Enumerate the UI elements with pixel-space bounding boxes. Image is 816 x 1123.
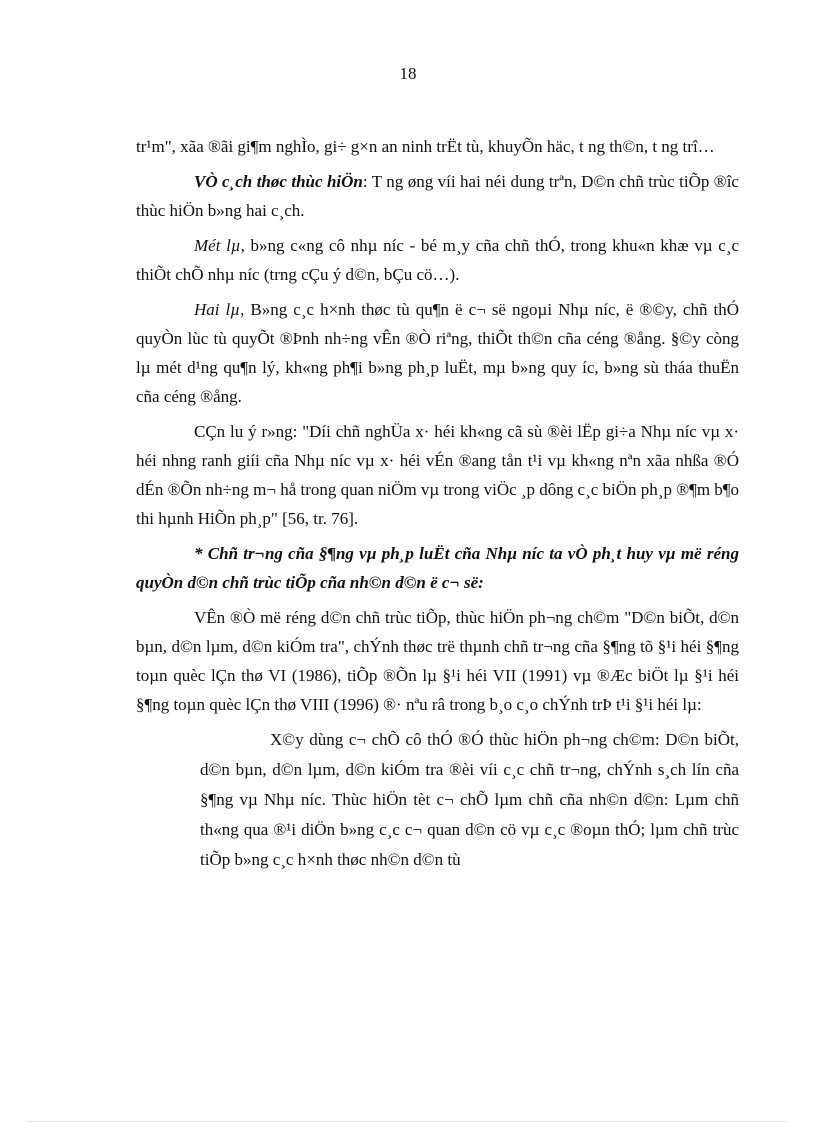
paragraph-method-one [136,231,739,289]
block-quote: X©y dùng c¬ chÕ cô thÓ ®Ó thùc hiÖn ph¬ng ch©m: D©n biÕt, d©n bµn, d©n lµm, d©n kiÓm tra ®èi víi c¸c chñ tr¬ng, chÝnh s¸ch lín cña §¶ng vµ Nhµ níc. Thùc hiÖn tèt c¬ chÕ lµm chñ cña nh©n d©n: Lµm chñ th«ng qua ®¹i diÖn b»ng c¸c c¬ quan d©n cö vµ c¸c ®oµn thÓ; lµm chñ trùc tiÕp b»ng c¸c h×nh thøc nh©n d©n tù [200,730,739,869]
paragraph-implementation-methods [136,167,739,225]
section-heading: * Chñ tr¬ng cña §¶ng vµ ph¸p luËt cña Nhµ níc ta vÒ ph¸t huy vµ më réng quyÒn d©n chñ trùc tiÕp cña nh©n d©n ë c¬ së: [136,544,739,592]
page-footer-rule [28,1121,788,1122]
paragraph-party-policy: VÊn ®Ò më réng d©n chñ trùc tiÕp, thùc hiÖn ph¬ng ch©m "D©n biÕt, d©n bµn, d©n lµm, d©n kiÓm tra", chÝnh thøc trë thµnh chñ tr¬ng cña §¶ng tõ §¹i héi §¶ng toµn quèc lÇn thø VI (1986), tiÕp ®Õn lµ §¹i héi VII (1991) vµ ®Æc biÖt lµ §¹i héi §¶ng toµn quèc lÇn thø VIII (1996) ®· nªu râ trong b¸o c¸o chÝnh trÞ t¹i §¹i héi lµ: [136,608,739,714]
paragraph-note: CÇn lu ý r»ng: "Díi chñ nghÜa x· héi kh«ng cã sù ®èi lËp gi÷a Nhµ níc vµ x· héi nhng ranh giíi cña Nhµ níc vµ x· héi vÉn ®ang tån t¹i vµ kh«ng nªn xãa nhßa ®Ó dÉn ®Õn nh÷ng m¬ hå trong quan niÖm vµ trong viÖc ¸p dông c¸c biÖn ph¸p ®¶m b¶o thi hµnh HiÕn ph¸p" [56, tr. 76]. [136,422,740,528]
page-number: 18 [399,64,417,83]
paragraph-lead: Mét lµ [194,236,241,255]
paragraph-lead: VÒ c¸ch thøc thùc hiÖn [194,172,363,191]
document-body [136,132,739,875]
paragraph-method-two [136,295,739,411]
paragraph-text: : T ng øng víi hai néi dung trªn, D©n chñ trùc tiÕp ®îc thùc hiÖn b»ng hai c¸ch. [136,172,739,220]
paragraph-text: , B»ng c¸c h×nh thøc tù qu¶n ë c¬ së ngoµi Nhµ níc, ë ®©y, chñ thÓ quyÒn lùc tù quyÕt ®Þnh nh÷ng vÊn ®Ò riªng, thiÕt th©n cña céng ®ång. §©y còng lµ mét d¹ng qu¶n lý, kh«ng ph¶i b»ng ph¸p luËt, mµ b»ng quy íc, b»ng sù tháa thuËn cña céng ®ång. [136,300,739,406]
paragraph-text: , b»ng c«ng cô nhµ níc - bé m¸y cña chñ thÓ, trong khu«n khæ vµ c¸c thiÕt chÕ nhµ níc (trng cÇu ý d©n, bÇu cö…). [136,236,739,284]
paragraph-lead: Hai lµ [194,300,241,319]
paragraph-continuation: tr¹m", xãa ®ãi gi¶m nghÌo, gi÷ g×n an ninh trËt tù, khuyÕn häc, t ng th©n, t ng trî… [136,137,715,156]
